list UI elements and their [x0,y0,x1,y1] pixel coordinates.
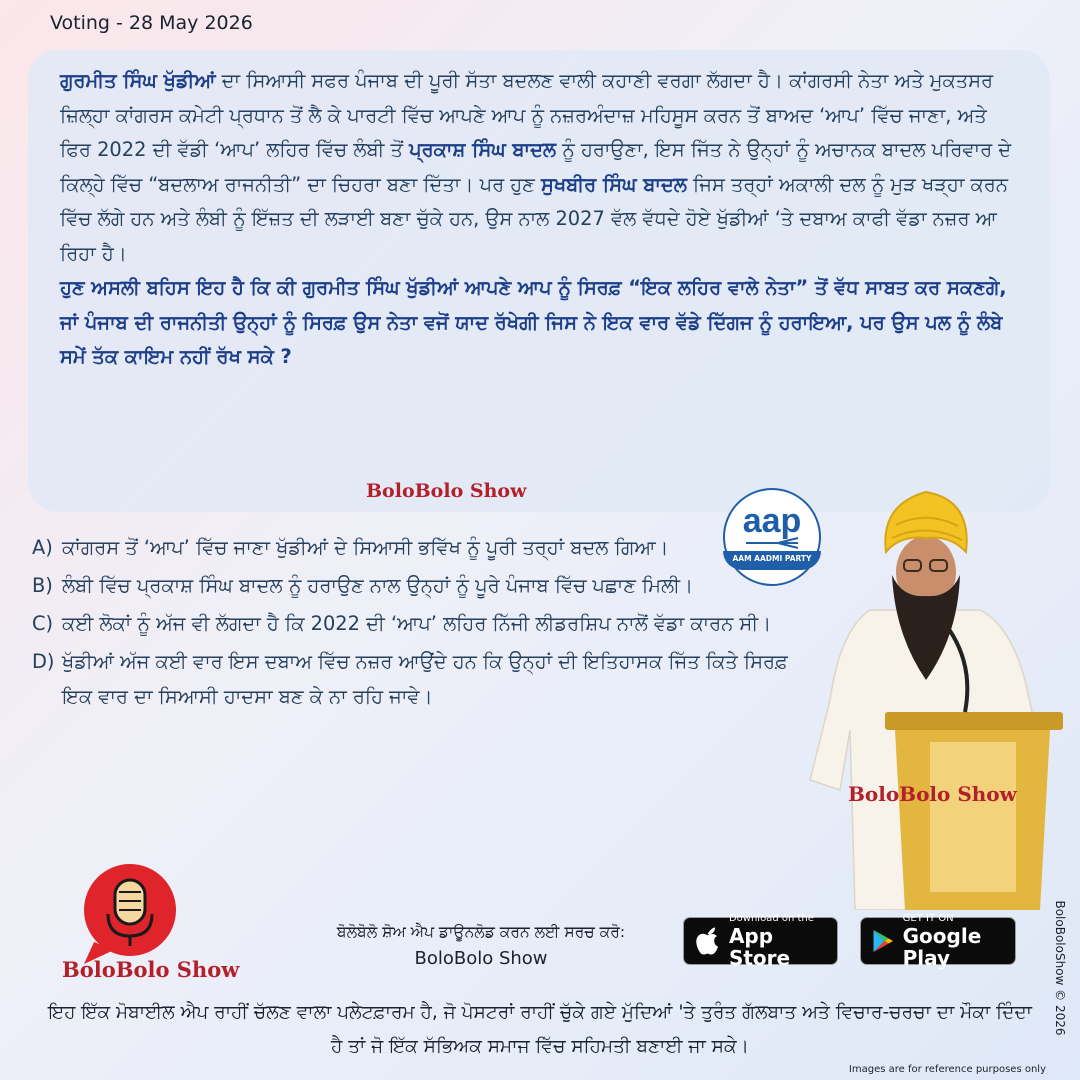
option-letter: D) [32,650,55,673]
highlight-name-sukhbir-badal: ਸੁਖਬੀਰ ਸਿੰਘ ਬਾਦਲ [540,172,687,196]
google-play-big-text: Google Play [902,924,982,970]
google-play-badge[interactable] [860,913,1016,970]
aap-logo-subtitle: AAM AADMI PARTY [723,551,821,570]
question-text: ਹੁਣ ਅਸਲੀ ਬਹਿਸ ਇਹ ਹੈ ਕਿ ਕੀ ਗੁਰਮੀਤ ਸਿੰਘ ਖੁੱਡੀਆਂ ਆਪਣੇ ਆਪ ਨੂੰ ਸਿਰਫ਼ “ਇਕ ਲਹਿਰ ਵਾਲੇ ਨੇਤਾ” ਤੋਂ ਵੱਧ ਸਾਬਤ ਕਰ ਸਕਣਗੇ, ਜਾਂ ਪੰਜਾਬ ਦੀ ਰਾਜਨੀਤੀ ਉਨ੍ਹਾਂ ਨੂੰ ਸਿਰਫ਼ ਉਸ ਨੇਤਾ ਵਜੋਂ ਯਾਦ ਰੱਖੇਗੀ ਜਿਸ ਨੇ ਇਕ ਵਾਰ ਵੱਡੇ ਦਿੱਗਜ ਨੂੰ ਹਰਾਇਆ, ਪਰ ਉਸ ਪਲ ਨੂੰ ਲੰਬੇ ਸਮੇਂ ਤੱਕ ਕਾਇਮ ਨਹੀਂ ਰੱਖ ਸਕੇ ? [60,276,1007,368]
podium-top [885,712,1063,730]
apple-icon [694,925,721,957]
option-text: ਕਾਂਗਰਸ ਤੋਂ ‘ਆਪ’ ਵਿੱਚ ਜਾਣਾ ਖੁੱਡੀਆਂ ਦੇ ਸਿਆਸੀ ਭਵਿੱਖ ਨੂੰ ਪੂਰੀ ਤਰ੍ਹਾਂ ਬਦਲ ਗਿਆ। [62,536,669,559]
copyright-text: BoloBoloShow © 2026 [1053,900,1067,1036]
app-logo-name: BoloBolo Show [62,957,240,982]
option-letter: B) [32,574,53,597]
app-store-badge[interactable] [683,913,838,970]
google-play-small-text: GET IT ON [902,913,954,924]
option-d[interactable] [32,644,822,714]
option-c[interactable] [32,606,822,641]
highlight-name-parkash-badal: ਪ੍ਰਕਾਸ਼ ਸਿੰਘ ਬਾਦਲ [409,138,557,161]
download-app-name: BoloBolo Show [414,948,548,969]
intro-text-2: ਨੂੰ ਹਰਾਉਣਾ, ਇਸ ਜਿੱਤ ਨੇ ਉਨ੍ਹਾਂ ਨੂੰ ਅਚਾਨਕ ਬਾਦਲ ਪਰਿਵਾਰ ਦੇ ਕਿਲ੍ਹੇ ਵਿੱਚ “ਬਦਲਾਅ ਰਾਜਨੀਤੀ” ਦਾ ਚਿਹਰਾ ਬਣਾ ਦਿੱਤਾ। ਪਰ ਹੁਣ [60,138,1012,196]
watermark-text: BoloBolo Show [848,782,1017,806]
app-store-big-text: App Store [728,924,791,970]
option-b[interactable] [32,568,822,603]
date-label: Voting - 28 May 2026 [50,12,253,34]
option-text: ਲੰਬੀ ਵਿੱਚ ਪ੍ਰਕਾਸ਼ ਸਿੰਘ ਬਾਦਲ ਨੂੰ ਹਰਾਉਣ ਨਾਲ ਉਨ੍ਹਾਂ ਨੂੰ ਪੂਰੇ ਪੰਜਾਬ ਵਿੱਚ ਪਛਾਣ ਮਿਲੀ। [62,574,694,597]
article-card [28,50,1050,512]
intro-text-3: ਜਿਸ ਤਰ੍ਹਾਂ ਅਕਾਲੀ ਦਲ ਨੂੰ ਮੁੜ ਖੜ੍ਹਾ ਕਰਨ ਵਿੱਚ ਲੱਗੇ ਹਨ ਅਤੇ ਲੰਬੀ ਨੂੰ ਇੱਜ਼ਤ ਦੀ ਲੜਾਈ ਬਣਾ ਚੁੱਕੇ ਹਨ, ਉਸ ਨਾਲ 2027 ਵੱਲ ਵੱਧਦੇ ਹੋਏ ਖੁੱਡੀਆਂ ‘ਤੇ ਦਬਾਅ ਕਾਫੀ ਵੱਡਾ ਨਜ਼ਰ ਆ ਰਿਹਾ ਹੈ। [60,172,1008,265]
footer-description: ਇਹ ਇੱਕ ਮੋਬਾਈਲ ਐਪ ਰਾਹੀਂ ਚੱਲਣ ਵਾਲਾ ਪਲੇਟਫ਼ਾਰਮ ਹੈ, ਜੋ ਪੋਸਟਰਾਂ ਰਾਹੀਂ ਚੁੱਕੇ ਗਏ ਮੁੱਦਿਆਂ 'ਤੇ ਤੁਰੰਤ ਗੱਲਬਾਤ ਅਤੇ ਵਿਚਾਰ-ਚਰਚਾ ਦਾ ਮੌਕਾ ਦਿੰਦਾ ਹੈ ਤਾਂ ਜੋ ਇੱਕ ਸੱਭਿਅਕ ਸਮਾਜ ਵਿੱਚ ਸਹਿਮਤੀ ਬਣਾਈ ਜਾ ਸਕੇ। [48,1002,1032,1057]
podium-panel [930,742,1016,892]
option-letter: C) [32,612,54,635]
download-prompt [300,920,662,974]
aap-logo-word: aap [742,501,802,540]
aap-party-logo [723,488,821,586]
download-prompt-text: ਬੋਲੋਬੋਲੋ ਸ਼ੋਅ ਐਪ ਡਾਊਨਲੋਡ ਕਰਨ ਲਈ ਸਰਚ ਕਰੋ: [336,923,626,941]
app-store-small-text: Download on the [728,913,814,924]
option-text: ਖੁੱਡੀਆਂ ਅੱਜ ਕਈ ਵਾਰ ਇਸ ਦਬਾਅ ਵਿੱਚ ਨਜ਼ਰ ਆਉਂਦੇ ਹਨ ਕਿ ਉਨ੍ਹਾਂ ਦੀ ਇਤਿਹਾਸਕ ਜਿੱਤ ਕਿਤੇ ਸਿਰਫ਼ ਇਕ ਵਾਰ ਦਾ ਸਿਆਸੀ ਹਾਦਸਾ ਬਣ ਕੇ ਨਾ ਰਹਿ ਜਾਵੇ। [62,650,788,708]
watermark-text: BoloBolo Show [366,480,527,502]
intro-paragraph [60,64,1020,271]
intro-text-1: ਦਾ ਸਿਆਸੀ ਸਫਰ ਪੰਜਾਬ ਦੀ ਪੂਰੀ ਸੱਤਾ ਬਦਲਣ ਵਾਲੀ ਕਹਾਣੀ ਵਰਗਾ ਲੱਗਦਾ ਹੈ। ਕਾਂਗਰਸੀ ਨੇਤਾ ਅਤੇ ਮੁਕਤਸਰ ਜ਼ਿਲ੍ਹਾ ਕਾਂਗਰਸ ਕਮੇਟੀ ਪ੍ਰਧਾਨ ਤੋਂ ਲੈ ਕੇ ਪਾਰਟੀ ਵਿੱਚ ਆਪਣੇ ਆਪ ਨੂੰ ਨਜ਼ਰਅੰਦਾਜ਼ ਮਹਿਸੂਸ ਕਰਨ ਤੋਂ ਬਾਅਦ ‘ਆਪ’ ਵਿੱਚ ਜਾਣਾ, ਅਤੇ ਫਿਰ 2022 ਦੀ ਵੱਡੀ ‘ਆਪ’ ਲਹਿਰ ਵਿੱਚ ਲੰਬੀ ਤੋਂ [60,69,994,161]
highlight-name-khuddian: ਗੁਰਮੀਤ ਸਿੰਘ ਖੁੱਡੀਆਂ [60,69,216,92]
option-letter: A) [32,536,53,559]
option-text: ਕਈ ਲੋਕਾਂ ਨੂੰ ਅੱਜ ਵੀ ਲੱਗਦਾ ਹੈ ਕਿ 2022 ਦੀ ‘ਆਪ’ ਲਹਿਰ ਨਿੱਜੀ ਲੀਡਰਸ਼ਿਪ ਨਾਲੋਂ ਵੱਡਾ ਕਾਰਨ ਸੀ। [62,612,772,635]
broom-icon [744,537,800,549]
reference-note: Images are for reference purposes only [848,1064,1046,1075]
options-list [32,530,822,717]
option-a[interactable] [32,530,822,565]
speaker-illustration [800,480,1066,910]
google-play-icon [871,926,895,956]
